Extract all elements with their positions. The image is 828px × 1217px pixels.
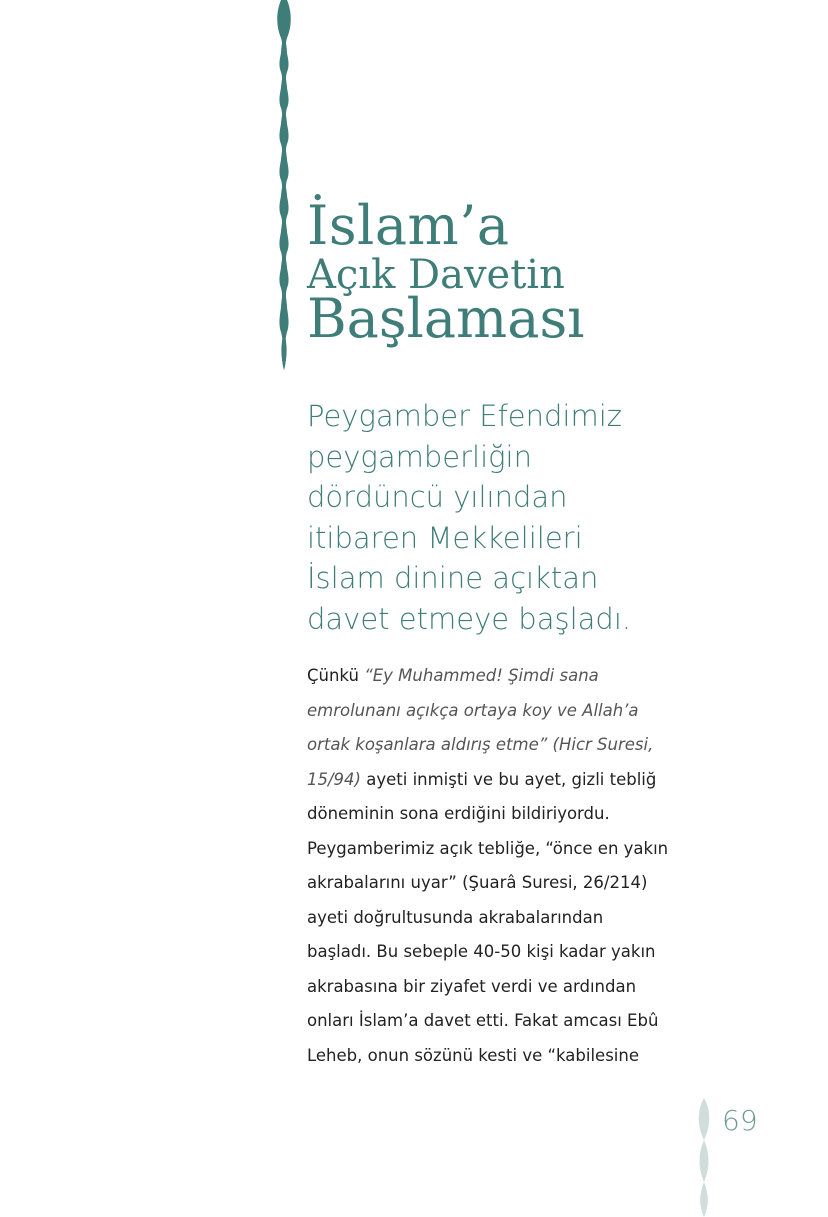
chapter-title xyxy=(307,196,767,348)
body-text: ayeti inmişti ve bu ayet, gizli tebliğ xyxy=(361,769,657,789)
body-line xyxy=(307,763,687,798)
quote-reference: 15/94) xyxy=(307,769,361,789)
body-line: başladı. Bu sebeple 40-50 kişi kadar yakın xyxy=(307,942,656,961)
lead-line: davet etmeye başladı. xyxy=(307,601,632,636)
decorative-page-number-rule xyxy=(693,1098,715,1217)
title-line-3: Başlaması xyxy=(307,287,585,350)
quote-line: emrolunanı açıkça ortaya koy ve Allah’a xyxy=(307,700,639,720)
body-line: Leheb, onun sözünü kesti ve “kabilesine xyxy=(307,1045,639,1065)
lead-paragraph xyxy=(307,396,737,639)
page-number: 69 xyxy=(722,1104,758,1137)
lead-line: peygamberliğin xyxy=(307,439,532,474)
decorative-vertical-rule xyxy=(272,0,296,370)
lead-line: İslam dinine açıktan xyxy=(307,561,599,595)
lead-line: itibaren Mekkelileri xyxy=(307,520,583,555)
body-line: akrabalarını uyar” (Şuarâ Suresi, 26/214) xyxy=(307,873,648,892)
body-line xyxy=(307,659,687,694)
body-line: akrabasına bir ziyafet verdi ve ardından xyxy=(307,976,637,996)
body-line: Peygamberimiz açık tebliğe, “önce en yakın xyxy=(307,838,669,858)
body-text: Çünkü xyxy=(307,666,365,685)
body-line: onları İslam’a davet etti. Fakat amcası Ebû xyxy=(307,1011,659,1030)
lead-line: dördüncü yılından xyxy=(307,480,568,514)
title-line-2: Açık Davetin xyxy=(307,252,565,298)
quote-line: ortak koşanlara aldırış etme” (Hicr Suresi, xyxy=(307,735,654,754)
title-line-1: İslam’a xyxy=(307,194,510,257)
body-paragraph xyxy=(307,659,687,1073)
lead-line: Peygamber Efendimiz xyxy=(307,399,623,433)
quote-text: “Ey Muhammed! Şimdi sana xyxy=(364,666,599,685)
body-line: döneminin sona erdiğini bildiriyordu. xyxy=(307,804,610,823)
body-line: ayeti doğrultusunda akrabalarından xyxy=(307,907,604,927)
